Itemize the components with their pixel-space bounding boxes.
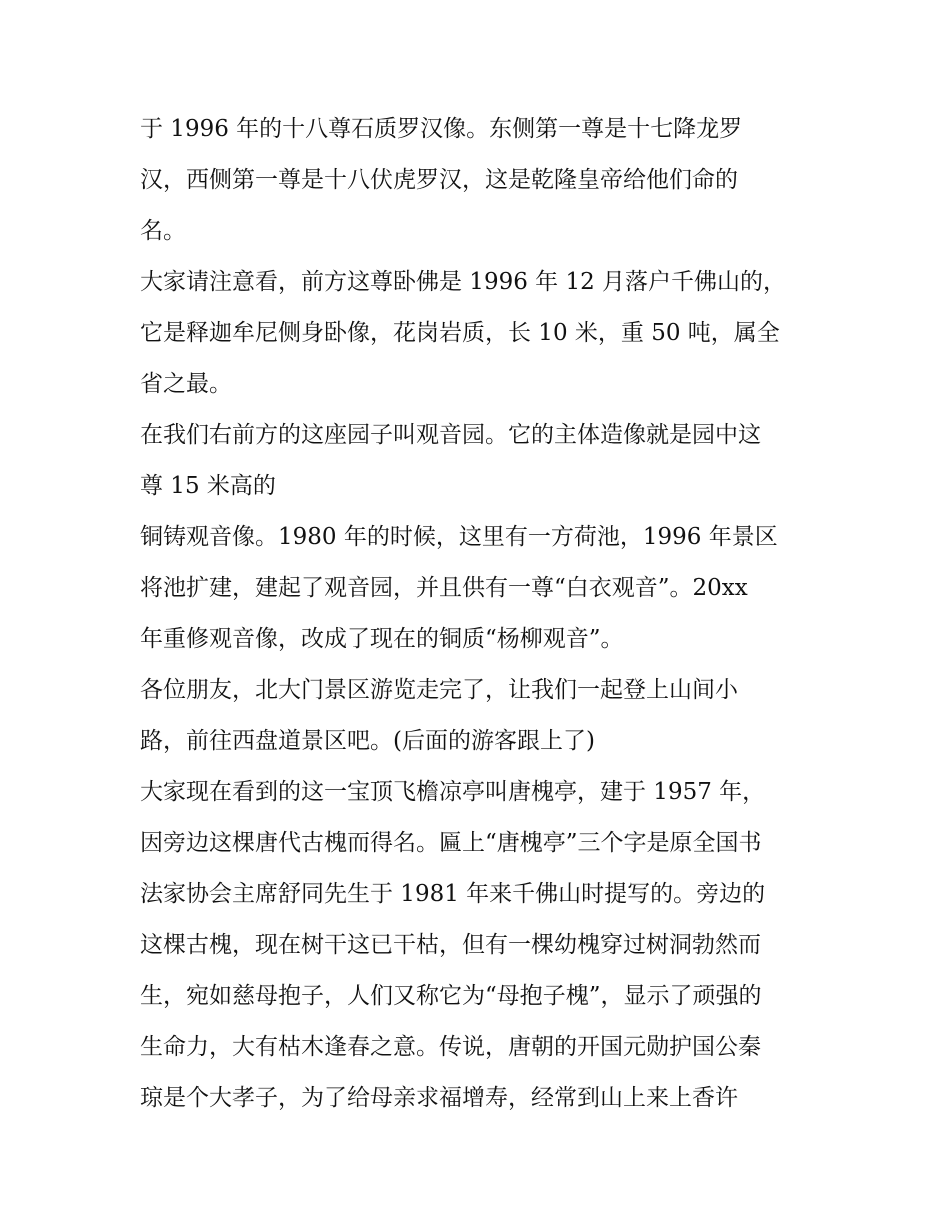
text-line: 汉，西侧第一尊是十八伏虎罗汉，这是乾隆皇帝给他们命的	[140, 167, 738, 193]
text-line: 铜铸观音像。1980 年的时候，这里有一方荷池，1996 年景区	[140, 524, 778, 550]
text-line: 这棵古槐，现在树干这已干枯，但有一棵幼槐穿过树洞勃然而	[140, 932, 761, 958]
text-line: 名。	[140, 218, 186, 244]
text-line: 在我们右前方的这座园子叫观音园。它的主体造像就是园中这	[140, 422, 761, 448]
text-line: 路，前往西盘道景区吧。(后面的游客跟上了)	[140, 728, 595, 754]
text-line: 大家请注意看，前方这尊卧佛是 1996 年 12 月落户千佛山的，	[140, 269, 787, 295]
text-line: 法家协会主席舒同先生于 1981 年来千佛山时提写的。旁边的	[140, 881, 766, 907]
body-text	[140, 104, 820, 1124]
text-line: 各位朋友，北大门景区游览走完了，让我们一起登上山间小	[140, 677, 738, 703]
text-line: 大家现在看到的这一宝顶飞檐凉亭叫唐槐亭，建于 1957 年，	[140, 779, 766, 805]
text-line: 生命力，大有枯木逢春之意。传说，唐朝的开国元勋护国公秦	[140, 1034, 761, 1060]
text-line: 尊 15 米高的	[140, 473, 276, 499]
text-line: 因旁边这棵唐代古槐而得名。匾上“唐槐亭”三个字是原全国书	[140, 830, 762, 856]
text-line: 于 1996 年的十八尊石质罗汉像。东侧第一尊是十七降龙罗	[140, 116, 743, 142]
text-line: 将池扩建，建起了观音园，并且供有一尊“白衣观音”。20xx	[140, 575, 748, 601]
text-line: 琼是个大孝子，为了给母亲求福增寿，经常到山上来上香许	[140, 1085, 738, 1111]
text-line: 生，宛如慈母抱子，人们又称它为“母抱子槐”，显示了顽强的	[140, 983, 762, 1009]
text-line: 它是释迦牟尼侧身卧像，花岗岩质，长 10 米，重 50 吨，属全	[140, 320, 780, 346]
text-line: 省之最。	[140, 371, 232, 397]
text-line: 年重修观音像，改成了现在的铜质“杨柳观音”。	[140, 626, 624, 652]
